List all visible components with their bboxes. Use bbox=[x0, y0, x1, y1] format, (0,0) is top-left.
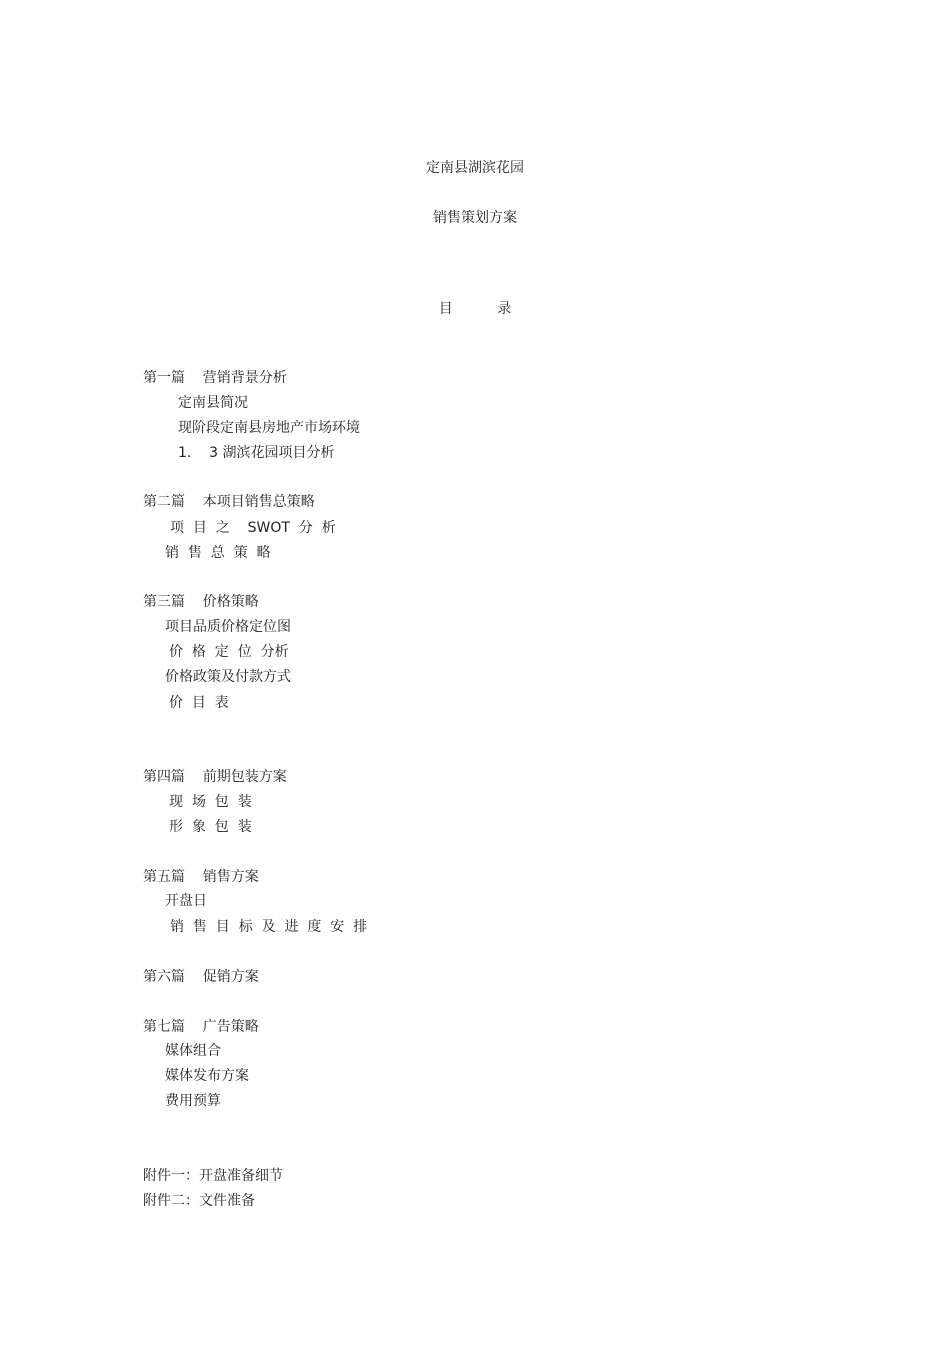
toc-item: 价 格 定 位 分析 bbox=[169, 644, 289, 660]
toc-item: 销 售 总 策 略 bbox=[165, 545, 271, 561]
toc-part-heading: 第三篇 价格策略 bbox=[143, 594, 259, 610]
toc-item: 项目品质价格定位图 bbox=[165, 619, 291, 635]
toc-part-heading: 第六篇 促销方案 bbox=[143, 969, 259, 985]
toc-item: 1. 3 湖滨花园项目分析 bbox=[178, 445, 335, 461]
toc-item: 价格政策及付款方式 bbox=[165, 669, 291, 685]
document-subtitle: 销售策划方案 bbox=[433, 210, 517, 226]
toc-part-heading: 第二篇 本项目销售总策略 bbox=[143, 494, 315, 510]
toc-part-heading: 第五篇 销售方案 bbox=[143, 869, 259, 885]
toc-item: 媒体组合 bbox=[165, 1043, 221, 1059]
toc-item: 定南县简况 bbox=[178, 395, 248, 411]
toc-item: 价 目 表 bbox=[169, 695, 229, 711]
toc-item: 媒体发布方案 bbox=[165, 1068, 249, 1084]
toc-item: 费用预算 bbox=[165, 1093, 221, 1109]
toc-item: 开盘日 bbox=[165, 893, 207, 909]
toc-appendix: 附件二：文件准备 bbox=[143, 1193, 255, 1209]
toc-heading: 目 录 bbox=[438, 301, 512, 317]
toc-item: 现 场 包 装 bbox=[169, 794, 252, 810]
toc-item: 现阶段定南县房地产市场环境 bbox=[178, 420, 360, 436]
toc-part-heading: 第四篇 前期包装方案 bbox=[143, 769, 287, 785]
toc-item: 形 象 包 装 bbox=[169, 819, 252, 835]
document-title: 定南县湖滨花园 bbox=[426, 160, 524, 176]
toc-item: 项 目 之 SWOT 分 析 bbox=[170, 520, 336, 536]
toc-part-heading: 第一篇 营销背景分析 bbox=[143, 370, 287, 386]
toc-appendix: 附件一：开盘准备细节 bbox=[143, 1168, 283, 1184]
toc-item: 销 售 目 标 及 进 度 安 排 bbox=[170, 919, 368, 935]
toc-part-heading: 第七篇 广告策略 bbox=[143, 1019, 259, 1035]
